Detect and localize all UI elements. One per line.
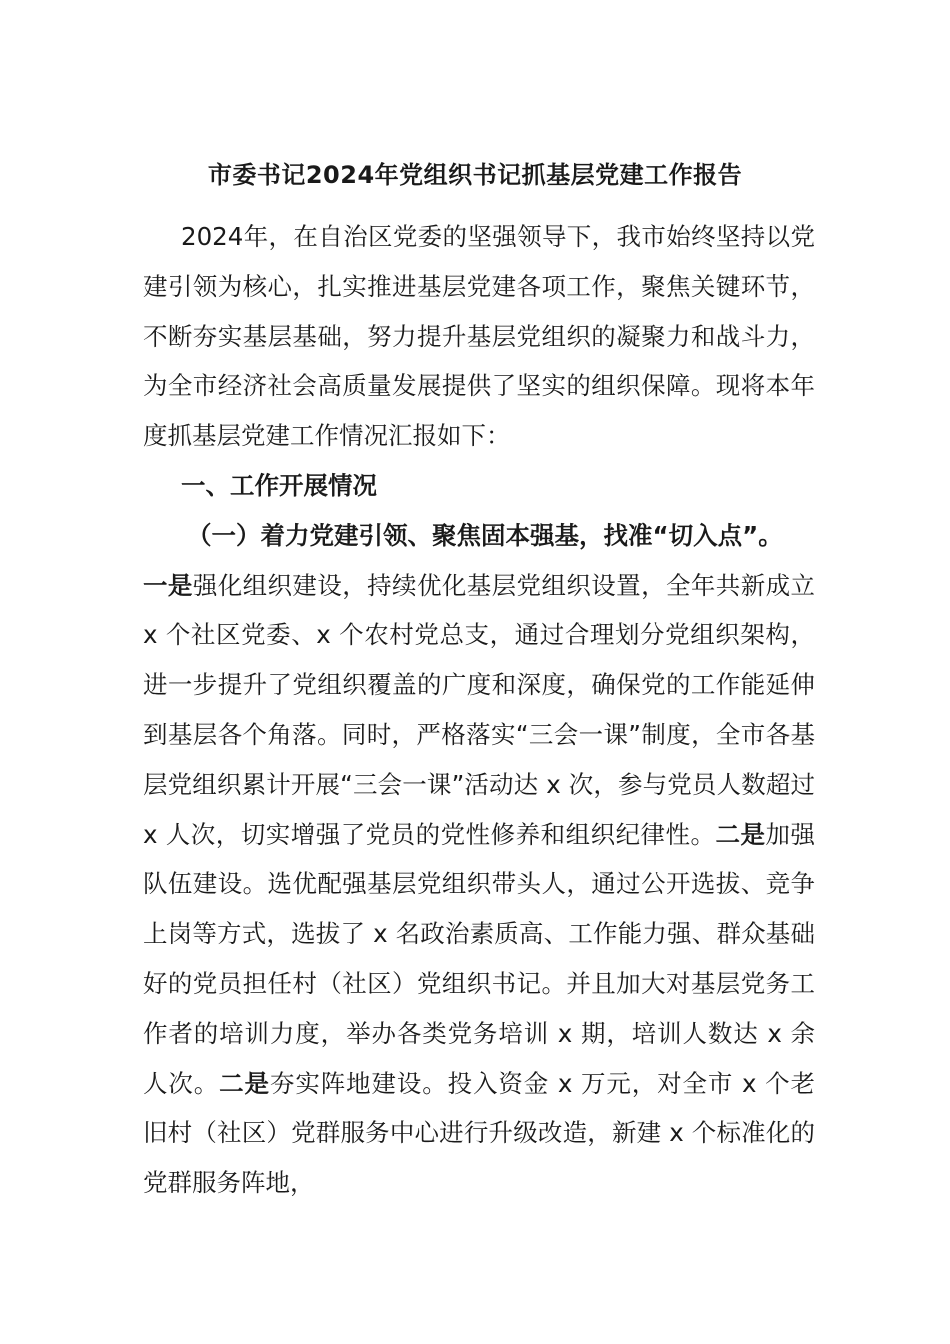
paragraph-lead-one: 一是	[143, 570, 193, 600]
subsection-heading: （一）着力党建引领、聚焦固本强基，找准“切入点”。	[187, 520, 783, 550]
paragraph-lead-two: 二是	[715, 819, 766, 849]
paragraph-text-three: 夯实阵地建设。投入资金 x 万元，对全市 x 个老旧村（社区）党群服务中心进行升级改造，新建 x 个标准化的党群服务阵地，	[143, 1068, 816, 1198]
document-title: 市委书记2024年党组织书记抓基层党建工作报告	[207, 161, 743, 189]
section-heading: 一、工作开展情况	[181, 470, 377, 500]
document-body	[143, 212, 815, 1208]
paragraph-lead-three: 二是	[219, 1068, 270, 1098]
paragraph-text-one: 强化组织建设，持续优化基层党组织设置，全年共新成立 x 个社区党委、x 个农村党总支，通过合理划分党组织架构，进一步提升了党组织覆盖的广度和深度，确保党的工作能延伸到基层各个角落。同时，严格落实“三会一课”制度，全市各基层党组织累计开展“三会一课”活动达 x 次，参与党员人数超过 x 人次，切实增强了党员的党性修养和组织纪律性。	[143, 570, 816, 849]
body-paragraph	[143, 561, 815, 1208]
paragraph-text-two: 加强队伍建设。选优配强基层党组织带头人，通过公开选拔、竞争上岗等方式，选拔了 x 名政治素质高、工作能力强、群众基础好的党员担任村（社区）党组织书记。并且加大对基层党务工作者的培训力度，举办各类党务培训 x 期，培训人数达 x 余人次。	[143, 819, 816, 1098]
intro-paragraph: 2024年，在自治区党委的坚强领导下，我市始终坚持以党建引领为核心，扎实推进基层党建各项工作，聚焦关键环节，不断夯实基层基础，努力提升基层党组织的凝聚力和战斗力，为全市经济社会高质量发展提供了坚实的组织保障。现将本年度抓基层党建工作情况汇报如下：	[143, 222, 815, 451]
